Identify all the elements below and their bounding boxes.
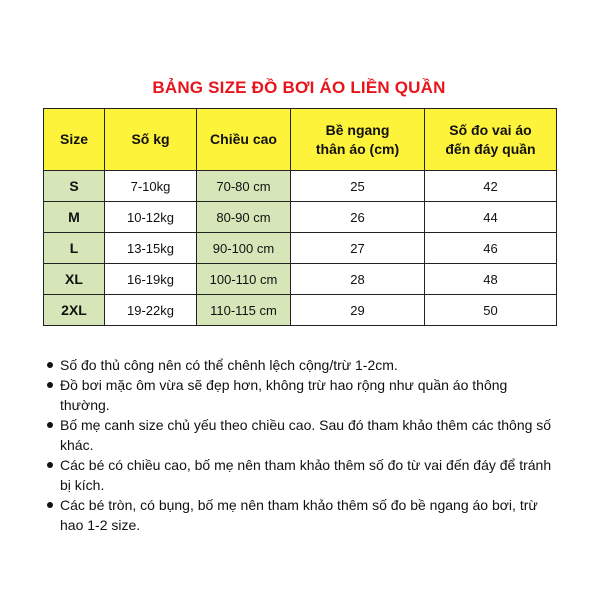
size-cell: M xyxy=(44,202,105,233)
weight-cell: 16-19kg xyxy=(105,264,197,295)
note-item: Đồ bơi mặc ôm vừa sẽ đẹp hơn, không trừ hao rộng như quần áo thông thường. xyxy=(44,375,559,415)
note-item: Các bé tròn, có bụng, bố mẹ nên tham khảo thêm số đo bề ngang áo bơi, trừ hao 1-2 size. xyxy=(44,495,559,535)
shoulder-to-crotch-cell: 46 xyxy=(425,233,557,264)
chest-width-cell: 28 xyxy=(291,264,425,295)
size-cell: L xyxy=(44,233,105,264)
weight-cell: 7-10kg xyxy=(105,171,197,202)
table-header-row xyxy=(44,109,557,171)
header-height: Chiều cao xyxy=(197,109,291,171)
header-weight: Số kg xyxy=(105,109,197,171)
note-item: Các bé có chiều cao, bố mẹ nên tham khảo thêm số đo từ vai đến đáy để tránh bị kích. xyxy=(44,455,559,495)
shoulder-to-crotch-cell: 48 xyxy=(425,264,557,295)
note-item: Bố mẹ canh size chủ yếu theo chiều cao. Sau đó tham khảo thêm các thông số khác. xyxy=(44,415,559,455)
size-cell: XL xyxy=(44,264,105,295)
weight-cell: 10-12kg xyxy=(105,202,197,233)
weight-cell: 13-15kg xyxy=(105,233,197,264)
header-size: Size xyxy=(44,109,105,171)
size-cell: S xyxy=(44,171,105,202)
height-cell: 70-80 cm xyxy=(197,171,291,202)
page-title: BẢNG SIZE ĐỒ BƠI ÁO LIỀN QUẦN xyxy=(152,78,446,97)
table-row xyxy=(44,264,557,295)
chest-width-cell: 25 xyxy=(291,171,425,202)
header-shoulder-to-crotch: Số đo vai áo đến đáy quần xyxy=(425,109,557,171)
chest-width-cell: 27 xyxy=(291,233,425,264)
height-cell: 90-100 cm xyxy=(197,233,291,264)
chest-width-cell: 26 xyxy=(291,202,425,233)
shoulder-to-crotch-cell: 44 xyxy=(425,202,557,233)
shoulder-to-crotch-cell: 50 xyxy=(425,295,557,326)
height-cell: 80-90 cm xyxy=(197,202,291,233)
table-row xyxy=(44,295,557,326)
notes-list xyxy=(44,355,559,535)
table-row xyxy=(44,171,557,202)
table-row xyxy=(44,233,557,264)
note-item: Số đo thủ công nên có thể chênh lệch cộng/trừ 1-2cm. xyxy=(44,355,559,375)
shoulder-to-crotch-cell: 42 xyxy=(425,171,557,202)
weight-cell: 19-22kg xyxy=(105,295,197,326)
height-cell: 110-115 cm xyxy=(197,295,291,326)
size-cell: 2XL xyxy=(44,295,105,326)
table-row xyxy=(44,202,557,233)
size-table xyxy=(43,108,557,326)
chest-width-cell: 29 xyxy=(291,295,425,326)
height-cell: 100-110 cm xyxy=(197,264,291,295)
header-chest-width: Bề ngang thân áo (cm) xyxy=(291,109,425,171)
